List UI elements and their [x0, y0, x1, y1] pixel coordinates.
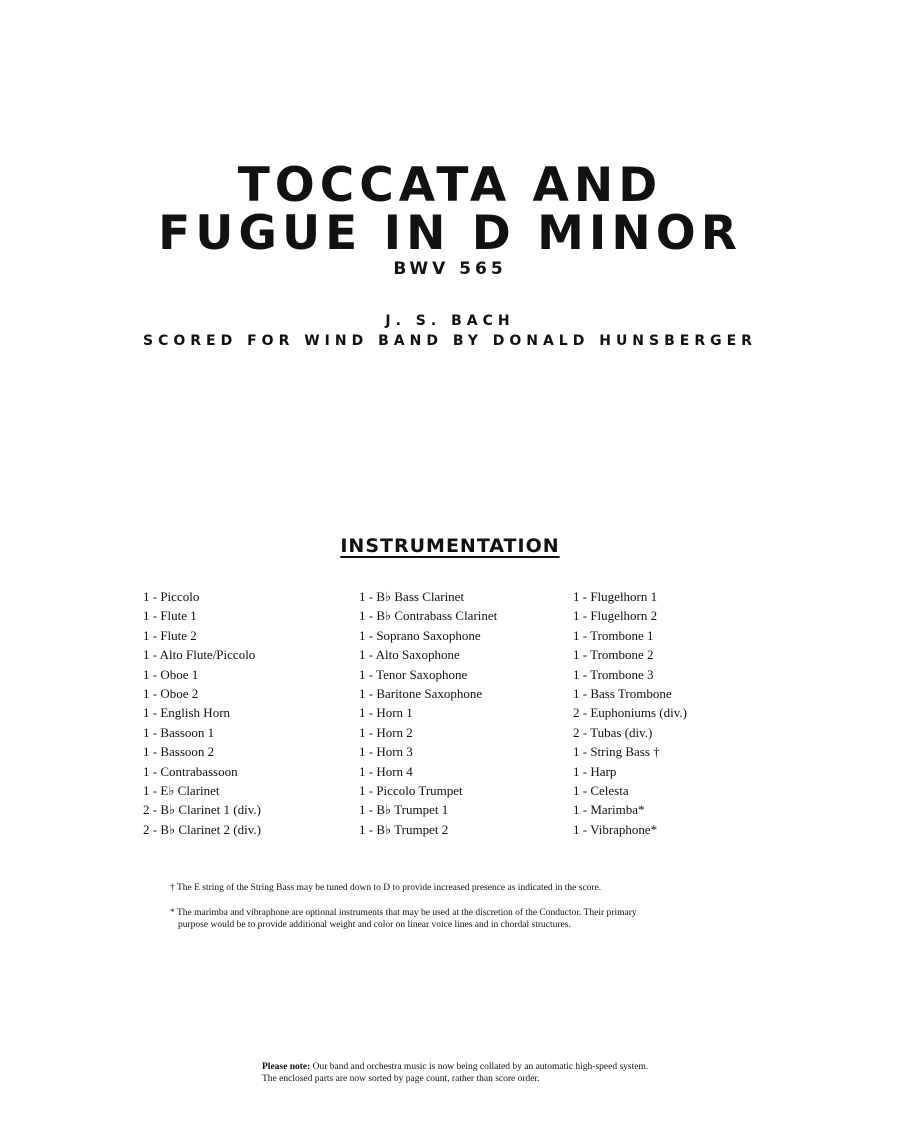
- footnote-optional-percussion-line2: purpose would be to provide additional weight and color on linear voice lines and in chordal structures.: [178, 920, 571, 930]
- instrument-item: 1 - Horn 2: [359, 724, 413, 740]
- instrument-item: 1 - Piccolo Trumpet: [359, 783, 463, 799]
- instrument-item: 1 - String Bass †: [573, 744, 660, 760]
- instrument-item: 1 - E♭ Clarinet: [143, 783, 220, 799]
- instrument-item: 1 - Horn 1: [359, 705, 413, 721]
- please-note-text: Our band and orchestra music is now being collated by an automatic high-speed system. The enclosed parts are now sorted by page count, rather than score order.: [262, 1062, 649, 1084]
- instrument-item: 1 - Bass Trombone: [573, 686, 672, 702]
- instrument-item: 1 - Trombone 3: [573, 666, 654, 682]
- instrument-item: 1 - Contrabassoon: [143, 763, 238, 779]
- catalog-number: BWV 565: [393, 259, 507, 279]
- instrument-item: 1 - B♭ Contrabass Clarinet: [359, 608, 498, 624]
- instrument-item: 2 - B♭ Clarinet 2 (div.): [143, 821, 261, 837]
- instrument-item: 1 - Bassoon 2: [143, 744, 215, 760]
- instrumentation-heading-text: INSTRUMENTATION: [340, 535, 560, 557]
- instrument-item: 1 - Vibraphone*: [573, 821, 658, 837]
- instrumentation-heading: [0, 537, 900, 556]
- instrument-item: 1 - Bassoon 1: [143, 724, 215, 740]
- instrument-item: 1 - B♭ Bass Clarinet: [359, 589, 465, 604]
- please-note-label: Please note:: [262, 1062, 311, 1072]
- instrument-item: 1 - Marimba*: [573, 802, 645, 818]
- instrument-item: 1 - Alto Flute/Piccolo: [143, 647, 256, 663]
- instrument-item: 1 - Alto Saxophone: [359, 647, 460, 663]
- instrument-item: 1 - Tenor Saxophone: [359, 666, 468, 682]
- instrument-column-2: [359, 587, 497, 839]
- footnote-string-bass: † The E string of the String Bass may be tuned down to D to provide increased presence as indicated in the score.: [170, 883, 602, 893]
- instrument-item: 1 - Flute 2: [143, 627, 197, 643]
- instrument-item: 1 - Horn 3: [359, 744, 413, 760]
- instrument-item: 2 - B♭ Clarinet 1 (div.): [143, 802, 261, 818]
- composer: J. S. BACH: [385, 313, 515, 329]
- instrument-column-3: [573, 587, 687, 839]
- instrument-item: 1 - Trombone 2: [573, 647, 654, 663]
- instrument-item: 2 - Tubas (div.): [573, 724, 653, 740]
- instrument-item: 1 - Baritone Saxophone: [359, 686, 483, 702]
- footnote-optional-percussion: [170, 907, 730, 931]
- instrument-item: 1 - Harp: [573, 763, 617, 779]
- instrument-item: 1 - Flute 1: [143, 608, 197, 624]
- instrument-item: 1 - Piccolo: [143, 589, 200, 604]
- instrument-column-1: [143, 587, 261, 839]
- title-line-1: TOCCATA AND: [237, 158, 663, 213]
- instrument-item: 1 - Oboe 1: [143, 666, 199, 682]
- instrument-item: 1 - Flugelhorn 1: [573, 589, 658, 604]
- instrument-item: 1 - Flugelhorn 2: [573, 608, 658, 624]
- instrument-item: 1 - Horn 4: [359, 763, 413, 779]
- arranger-credit: SCORED FOR WIND BAND BY DONALD HUNSBERGER: [143, 333, 757, 349]
- instrument-item: 1 - Celesta: [573, 783, 629, 799]
- instrument-item: 1 - Trombone 1: [573, 627, 654, 643]
- title-line-2: FUGUE IN D MINOR: [158, 206, 742, 261]
- instrument-item: 1 - Soprano Saxophone: [359, 627, 481, 643]
- footnote-optional-percussion-line1: * The marimba and vibraphone are optional instruments that may be used at the discretion of the Conductor. Their primary: [170, 908, 637, 918]
- instrument-item: 1 - English Horn: [143, 705, 231, 721]
- instrument-item: 1 - B♭ Trumpet 2: [359, 821, 449, 837]
- instrument-item: 1 - Oboe 2: [143, 686, 199, 702]
- please-note: [262, 1061, 652, 1085]
- instrument-item: 1 - B♭ Trumpet 1: [359, 802, 449, 818]
- instrument-item: 2 - Euphoniums (div.): [573, 705, 687, 721]
